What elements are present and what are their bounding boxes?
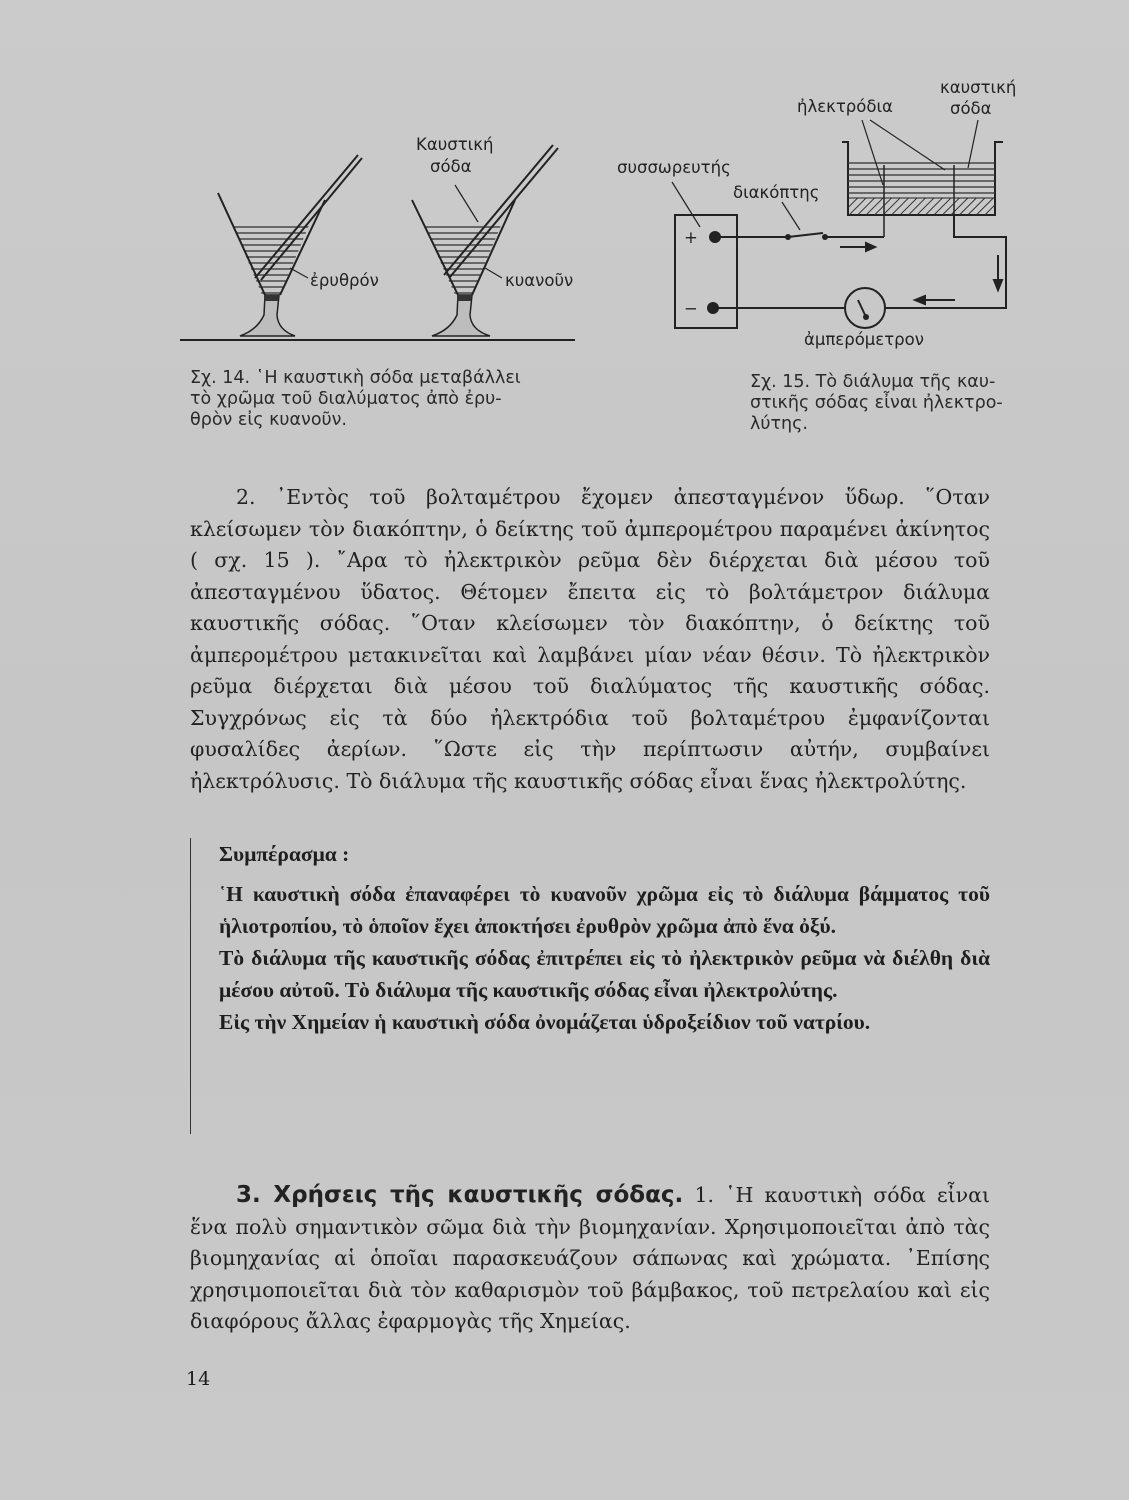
conclusion-paragraph: Τὸ διάλυμα τῆς καυστικῆς σόδας ἐπιτρέπει εἰς τὸ ἠλεκτρικὸν ρεῦμα νὰ διέλθη διὰ μέσου αὐτοῦ. Τὸ διάλυμα τῆς καυστικῆς σόδας εἶναι ἠλεκτρολύτης. bbox=[219, 946, 990, 1002]
label-caustic-soda: Καυστική bbox=[416, 135, 494, 154]
section-3 bbox=[190, 1180, 990, 1338]
paragraph-text: 2. ᾿Εντὸς τοῦ βολταμέτρου ἔχομεν ἀπεσταγμένον ὕδωρ. ῞Οταν κλείσωμεν τὸν διακόπτην, ὁ δείκτης τοῦ ἀμπερομέτρου παραμένει ἀκίνητος ( σχ. 15 ). ῎Αρα τὸ ἠλεκτρικὸν ρεῦμα δὲν διέρχεται διὰ μέσου τοῦ ἀπεσταγμένου ὕδατος. Θέτομεν ἔπειτα εἰς τὸ βολτάμετρον διάλυμα καυστικῆς σόδας. ῞Οταν κλείσωμεν τὸν διακόπτην, ὁ δείκτης τοῦ ἀμπερομέτρου μετακινεῖται καὶ λαμβάνει μίαν νέαν θέσιν. Τὸ ἠλεκτρικὸν ρεῦμα διέρχεται διὰ μέσου τοῦ διαλύματος τῆς καυστικῆς σόδας. Συγχρόνως εἰς τὰ δύο ἠλεκτρόδια τοῦ βολταμέτρου ἐμφανίζονται φυσαλίδες ἀερίων. ῞Ωστε εἰς τὴν περίπτωσιν αὐτήν, συμβαίνει ἠλεκτρόλυσις. Τὸ διάλυμα τῆς καυστικῆς σόδας εἶναι ἕνας ἠλεκτρολύτης. bbox=[190, 485, 990, 793]
label-red: ἐρυθρόν bbox=[310, 271, 379, 290]
label-switch: διακόπτης bbox=[733, 183, 820, 202]
conclusion-box bbox=[190, 838, 990, 1134]
figure-15-circuit bbox=[600, 78, 1020, 360]
switch-lever bbox=[788, 233, 823, 237]
figure-14-glasses bbox=[180, 130, 600, 360]
label-electrodes: ἠλεκτρόδια bbox=[797, 97, 893, 116]
caption-line: θρὸν εἰς κυανοῦν. bbox=[190, 410, 347, 430]
paragraph-2 bbox=[190, 482, 990, 797]
label-soda: σόδα bbox=[430, 157, 472, 176]
page-number: 14 bbox=[186, 1368, 211, 1390]
caption-line: στικῆς σόδας εἶναι ἠλεκτρο- bbox=[750, 393, 1003, 413]
caption-line: λύτης. bbox=[750, 414, 808, 434]
section-heading: 3. Χρήσεις τῆς καυστικῆς σόδας. bbox=[236, 1182, 684, 1208]
label-caustic: καυστική bbox=[940, 78, 1017, 97]
label-ammeter: ἀμπερόμετρον bbox=[804, 330, 924, 349]
section-text: 1. ῾Η καυστικὴ σόδα εἶναι ἕνα πολὺ σημαντικὸν σῶμα διὰ τὴν βιομηχανίαν. Χρησιμοποιεῖται ἀπὸ τὰς βιομηχανίας αἱ ὁποῖαι παρασκευάζουν σάπωνας καὶ χρώματα. ᾿Επίσης χρησιμοποιεῖται διὰ τὸν καθαρισμὸν τοῦ βάμβακος, τοῦ πετρελαίου καὶ εἰς διαφόρους ἄλλας ἐφαρμογὰς τῆς Χημείας. bbox=[190, 1183, 990, 1333]
caption-line: Σχ. 14. ῾Η καυστικὴ σόδα μεταβάλλει bbox=[190, 368, 521, 388]
conclusion-paragraph: Εἰς τὴν Χημείαν ἡ καυστικὴ σόδα ὀνομάζεται ὑδροξείδιον τοῦ νατρίου. bbox=[219, 1010, 871, 1034]
label-accumulator: συσσωρευτής bbox=[617, 158, 731, 177]
label-blue: κυανοῦν bbox=[505, 271, 574, 290]
label-minus: − bbox=[684, 299, 698, 318]
label-plus: + bbox=[684, 228, 698, 247]
conclusion-title: Συμπέρασμα : bbox=[219, 842, 350, 866]
voltameter-vessel bbox=[842, 142, 1003, 237]
caption-line: Σχ. 15. Τὸ διάλυμα τῆς καυ- bbox=[750, 372, 996, 392]
figure-14-caption bbox=[190, 368, 590, 431]
figure-15-caption bbox=[750, 372, 1010, 435]
conclusion-paragraph: ῾Η καυστικὴ σόδα ἐπαναφέρει τὸ κυανοῦν χρῶμα εἰς τὸ διάλυμα βάμματος τοῦ ἡλιοτροπίου, τὸ ὁποῖον ἔχει ἀποκτήσει ἐρυθρὸν χρῶμα ἀπὸ ἕνα ὀξύ. bbox=[219, 882, 990, 938]
glass-red bbox=[218, 155, 362, 336]
ammeter-icon bbox=[845, 288, 885, 328]
caption-line: τὸ χρῶμα τοῦ διαλύματος ἀπὸ ἐρυ- bbox=[190, 389, 502, 409]
label-soda-15: σόδα bbox=[950, 99, 992, 118]
